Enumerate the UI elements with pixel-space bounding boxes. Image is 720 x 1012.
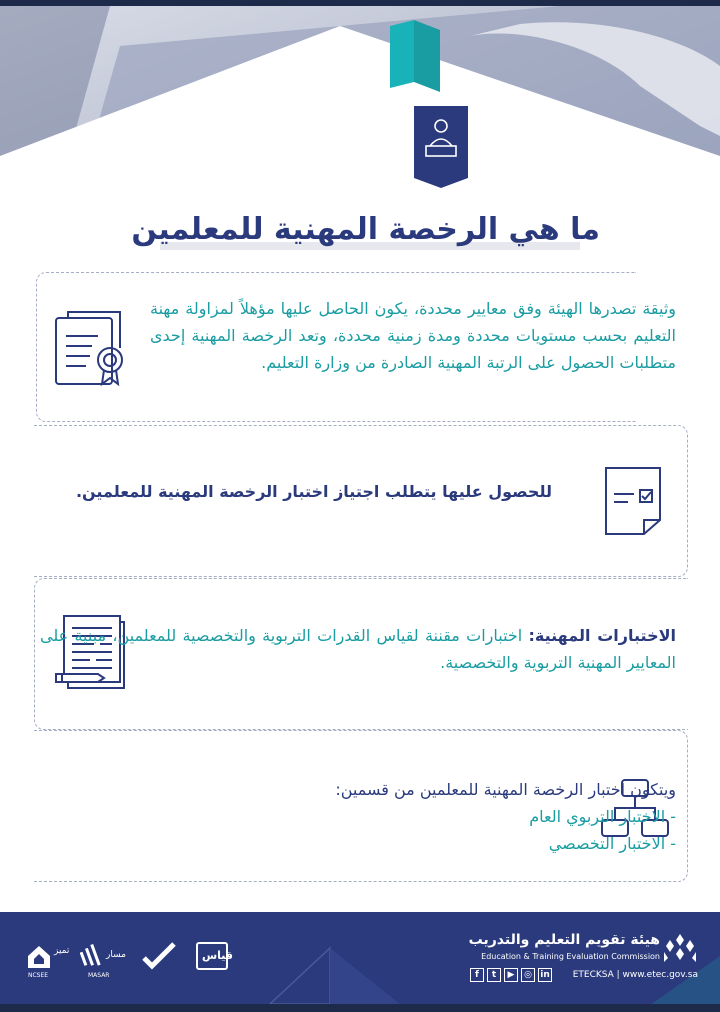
checklist-document-icon <box>604 466 662 536</box>
definition-text: وثيقة تصدرها الهيئة وفق معايير محددة، يكون الحاصل عليها مؤهلاً لمزاولة مهنة التعليم بحسب مستويات محددة ومدة زمنية محددة، وتعد الرخصة المهنية إحدى متطلبات الحصول على الرتبة المهنية الصادرة من وزارة التعليم. <box>150 299 676 372</box>
check-logo-icon <box>142 942 176 970</box>
qiyas-logo-icon <box>196 942 234 970</box>
exam-parts <box>150 776 676 857</box>
tamayuz-logo-icon <box>26 944 52 970</box>
org-name-english: Education & Training Evaluation Commission <box>481 952 660 961</box>
youtube-icon[interactable]: ▶ <box>504 968 518 982</box>
masar-logo-icon <box>80 942 104 970</box>
partner-qiyas-label: قياس <box>202 949 234 962</box>
org-name-arabic: هيئة تقويم التعليم والتدريب <box>468 932 660 948</box>
page-title: ما هي الرخصة المهنية للمعلمين <box>131 212 600 247</box>
footer-stripe <box>0 1004 720 1012</box>
facebook-icon[interactable]: f <box>470 968 484 982</box>
exam-parts-intro: ويتكون اختبار الرخصة المهنية للمعلمين من قسمين: <box>335 780 676 799</box>
partner-tamayuz-label: تميز <box>54 946 70 956</box>
etec-logo-icon <box>662 932 698 964</box>
website-handle[interactable]: ETECKSA | www.etec.gov.sa <box>572 970 698 980</box>
partner-masar-label: مسار <box>106 950 126 960</box>
exam-part-specialized: - الاختبار التخصصي <box>548 834 676 853</box>
partner-masar-en-label: MASAR <box>88 972 110 979</box>
exam-part-general: - الاختبار التربوي العام <box>529 807 676 826</box>
professional-exams-lead: الاختبارات المهنية: <box>528 626 676 645</box>
twitter-icon[interactable]: t <box>487 968 501 982</box>
footer <box>0 912 720 1012</box>
instagram-icon[interactable]: ◎ <box>521 968 535 982</box>
professional-exams-text <box>40 622 676 676</box>
professional-exams-body: اختبارات مقننة لقياس القدرات التربوية والتخصصية للمعلمين، مبنية على المعايير المهنية التربوية والتخصصية. <box>40 626 676 672</box>
partner-ncsee-label: NCSEE <box>28 972 49 979</box>
footer-decoration <box>0 912 720 1012</box>
requirement-text: للحصول عليها يتطلب اجتياز اختبار الرخصة المهنية للمعلمين. <box>75 482 552 501</box>
social-links <box>470 968 552 982</box>
linkedin-icon[interactable]: in <box>538 968 552 982</box>
certificate-icon <box>54 310 130 388</box>
